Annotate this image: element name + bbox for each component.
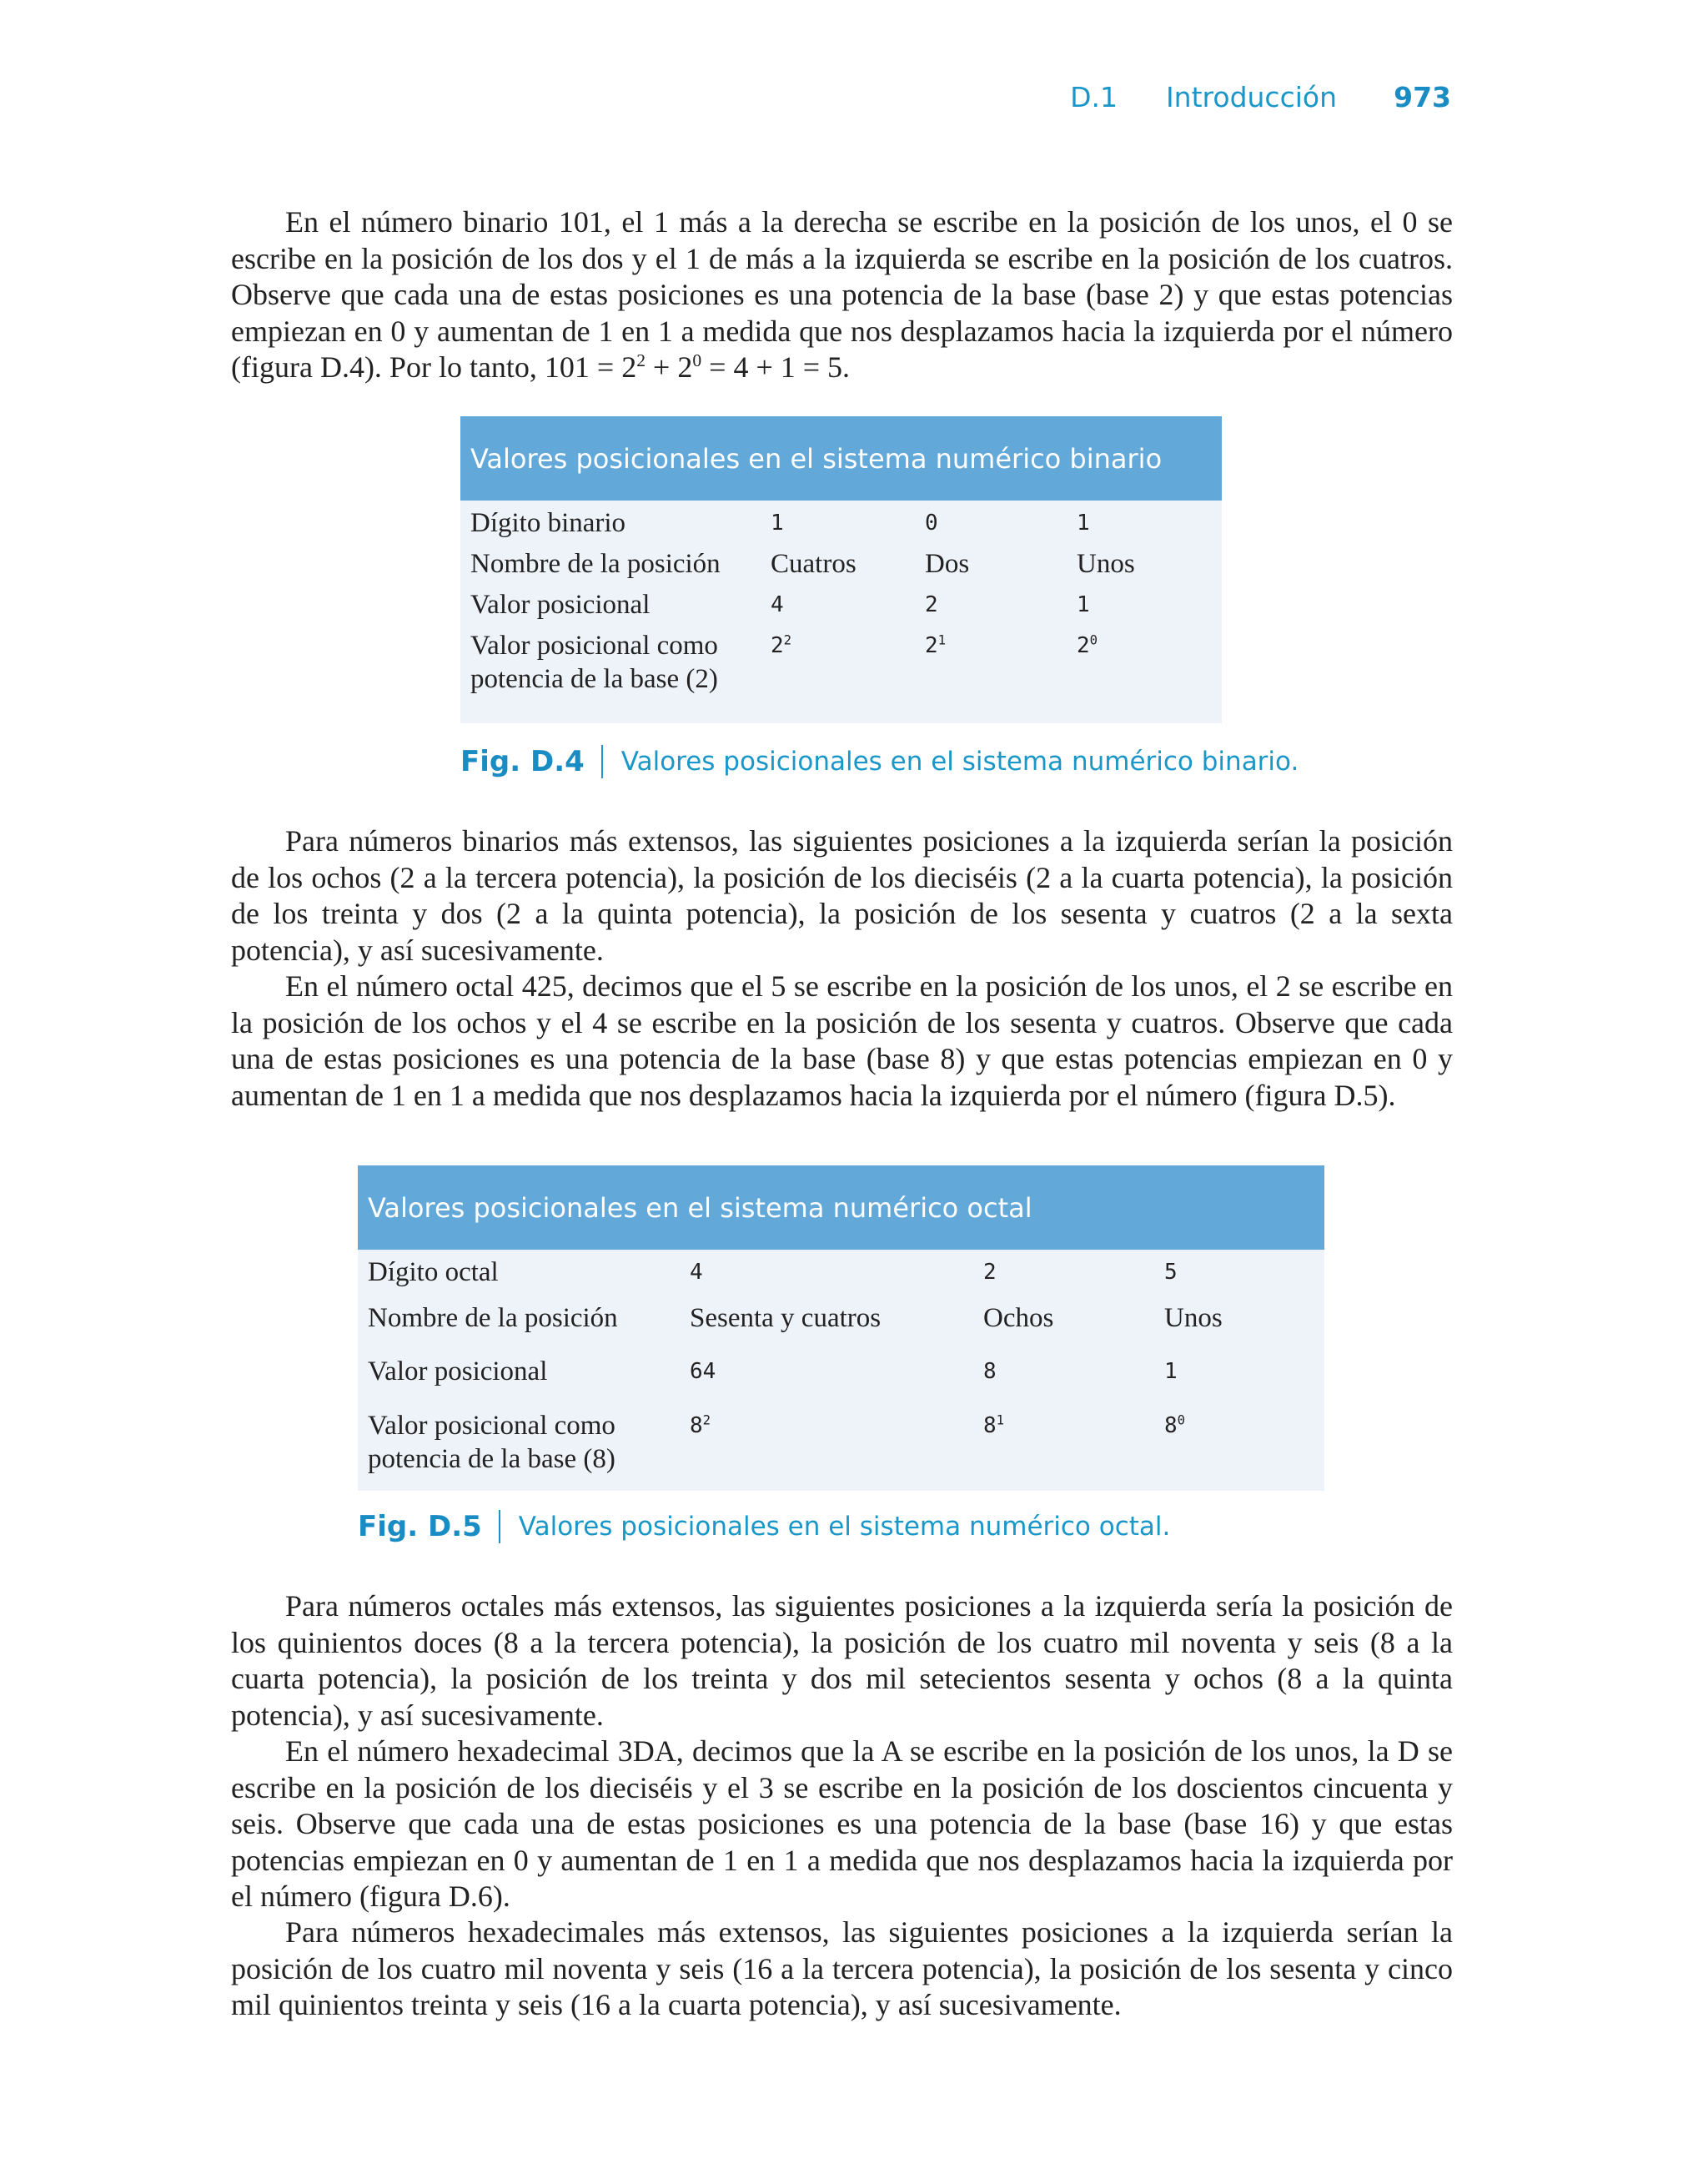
power-exponent: 2 bbox=[702, 1412, 711, 1428]
row-label: Dígito binario bbox=[470, 508, 626, 538]
cell: Sesenta y cuatros bbox=[690, 1303, 882, 1333]
cell: 1 bbox=[1077, 592, 1090, 617]
caption-text: Valores posicionales en el sistema numérico octal. bbox=[518, 1512, 1171, 1542]
power-exponent: 0 bbox=[1177, 1412, 1186, 1428]
power-exponent: 1 bbox=[937, 632, 947, 648]
cell: Unos bbox=[1164, 1303, 1223, 1333]
caption-text: Valores posicionales en el sistema numérico binario. bbox=[620, 747, 1299, 777]
paragraph-octal-longer: Para números octales más extensos, las siguientes posiciones a la izquierda sería la posición de los quinientos doces (8 a la tercera potencia), la posición de los cuatro mil noventa y seis (8 a la cuarta potencia), la posición de los treinta y dos mil setecientos sesenta y ochos (8 a la quinta potencia), y así sucesivamente. bbox=[231, 1589, 1453, 1732]
cell: 5 bbox=[1164, 1260, 1178, 1285]
power-base: 8 bbox=[983, 1413, 997, 1438]
figure-label: Fig. D.5 bbox=[358, 1510, 482, 1543]
section-title: Introducción bbox=[1165, 81, 1337, 113]
page-number: 973 bbox=[1394, 81, 1451, 113]
table-title: Valores posicionales en el sistema numérico octal bbox=[358, 1165, 1324, 1250]
figure-label: Fig. D.4 bbox=[460, 745, 585, 778]
power-base: 2 bbox=[925, 633, 938, 658]
power-exponent: 0 bbox=[1089, 632, 1098, 648]
cell bbox=[1164, 1409, 1185, 1442]
superscript: 2 bbox=[636, 350, 646, 370]
power-base: 2 bbox=[771, 633, 784, 658]
cell: 8 bbox=[983, 1359, 997, 1384]
section-number: D.1 bbox=[1070, 81, 1118, 113]
cell bbox=[925, 629, 946, 662]
figure-caption bbox=[460, 745, 1299, 778]
text-run: En el número binario 101, el 1 más a la derecha se escribe en la posición de los unos, el 0 se escribe en la posición de los dos y el 1 de más a la izquierda se escribe en la posición de los cuatros. Observe que cada una de estas posiciones es una potencia de la base (base 2) y que estas potencias empiezan en 0 y aumentan de 1 en 1 a medida que nos desplazamos hacia la izquierda por el número (figura D.4). Por lo tanto, 101 = 2 bbox=[231, 205, 1453, 384]
power-base: 8 bbox=[1164, 1413, 1178, 1438]
row-label: Nombre de la posición bbox=[470, 549, 721, 579]
row-label: Valor posicional como potencia de la base (8) bbox=[368, 1411, 615, 1474]
figure-caption bbox=[358, 1510, 1170, 1543]
row-label: Valor posicional como potencia de la base (2) bbox=[470, 631, 718, 694]
cell: Unos bbox=[1077, 549, 1135, 579]
table-octal bbox=[358, 1165, 1324, 1491]
cell: 2 bbox=[925, 592, 938, 617]
superscript: 0 bbox=[692, 350, 702, 370]
power-exponent: 1 bbox=[996, 1412, 1005, 1428]
row-label: Valor posicional bbox=[368, 1356, 548, 1386]
table-binary bbox=[460, 416, 1222, 723]
row-label: Valor posicional bbox=[470, 590, 651, 620]
cell: 2 bbox=[983, 1260, 997, 1285]
cell: Dos bbox=[925, 549, 970, 579]
cell: Cuatros bbox=[771, 549, 857, 579]
cell: 4 bbox=[690, 1260, 703, 1285]
cell: 1 bbox=[771, 511, 784, 536]
cell bbox=[771, 629, 791, 662]
cell: 0 bbox=[925, 511, 938, 536]
cell bbox=[1077, 629, 1098, 662]
text-run: = 4 + 1 = 5. bbox=[701, 350, 851, 384]
cell: 1 bbox=[1164, 1359, 1178, 1384]
paragraph-hex-longer: Para números hexadecimales más extensos, las siguientes posiciones a la izquierda serían la posición de los cuatro mil noventa y seis (16 a la tercera potencia), la posición de los sesenta y cinco mil quinientos treinta y seis (16 a la cuarta potencia), y así sucesivamente. bbox=[231, 1915, 1453, 2021]
cell: Ochos bbox=[983, 1303, 1054, 1333]
power-base: 2 bbox=[1077, 633, 1090, 658]
paragraph-binary-longer: Para números binarios más extensos, las siguientes posiciones a la izquierda serían la posición de los ochos (2 a la tercera potencia), la posición de los dieciséis (2 a la cuarta potencia), la posición de los treinta y dos (2 a la quinta potencia), la posición de los sesenta y cuatros (2 a la sexta potencia), y así sucesivamente. bbox=[231, 824, 1453, 967]
row-label: Dígito octal bbox=[368, 1257, 499, 1287]
cell bbox=[690, 1409, 711, 1442]
cell: 64 bbox=[690, 1359, 716, 1384]
row-label: Nombre de la posición bbox=[368, 1303, 618, 1333]
table-title: Valores posicionales en el sistema numérico binario bbox=[460, 416, 1222, 501]
cell: 4 bbox=[771, 592, 784, 617]
power-base: 8 bbox=[690, 1413, 703, 1438]
cell bbox=[983, 1409, 1004, 1442]
power-exponent: 2 bbox=[783, 632, 792, 648]
cell: 1 bbox=[1077, 511, 1090, 536]
paragraph-binary-intro bbox=[231, 204, 1453, 386]
paragraph-octal-intro: En el número octal 425, decimos que el 5 se escribe en la posición de los unos, el 2 se escribe en la posición de los ochos y el 4 se escribe en la posición de los sesenta y cuatros. Observe que cada una de estas posiciones es una potencia de la base (base 8) y que estas potencias empiezan en 0 y aumentan de 1 en 1 a medida que nos desplazamos hacia la izquierda por el número (figura D.5). bbox=[231, 969, 1453, 1112]
caption-divider bbox=[499, 1510, 500, 1543]
text-run: + 2 bbox=[646, 350, 693, 384]
paragraph-hex-intro: En el número hexadecimal 3DA, decimos que la A se escribe en la posición de los unos, la D se escribe en la posición de los dieciséis y el 3 se escribe en la posición de los doscientos cincuenta y seis. Observe que cada una de estas posiciones es una potencia de la base (base 16) y que estas potencias empiezan en 0 y aumentan de 1 en 1 a medida que nos desplazamos hacia la izquierda por el número (figura D.6). bbox=[231, 1734, 1453, 1913]
caption-divider bbox=[601, 745, 603, 778]
